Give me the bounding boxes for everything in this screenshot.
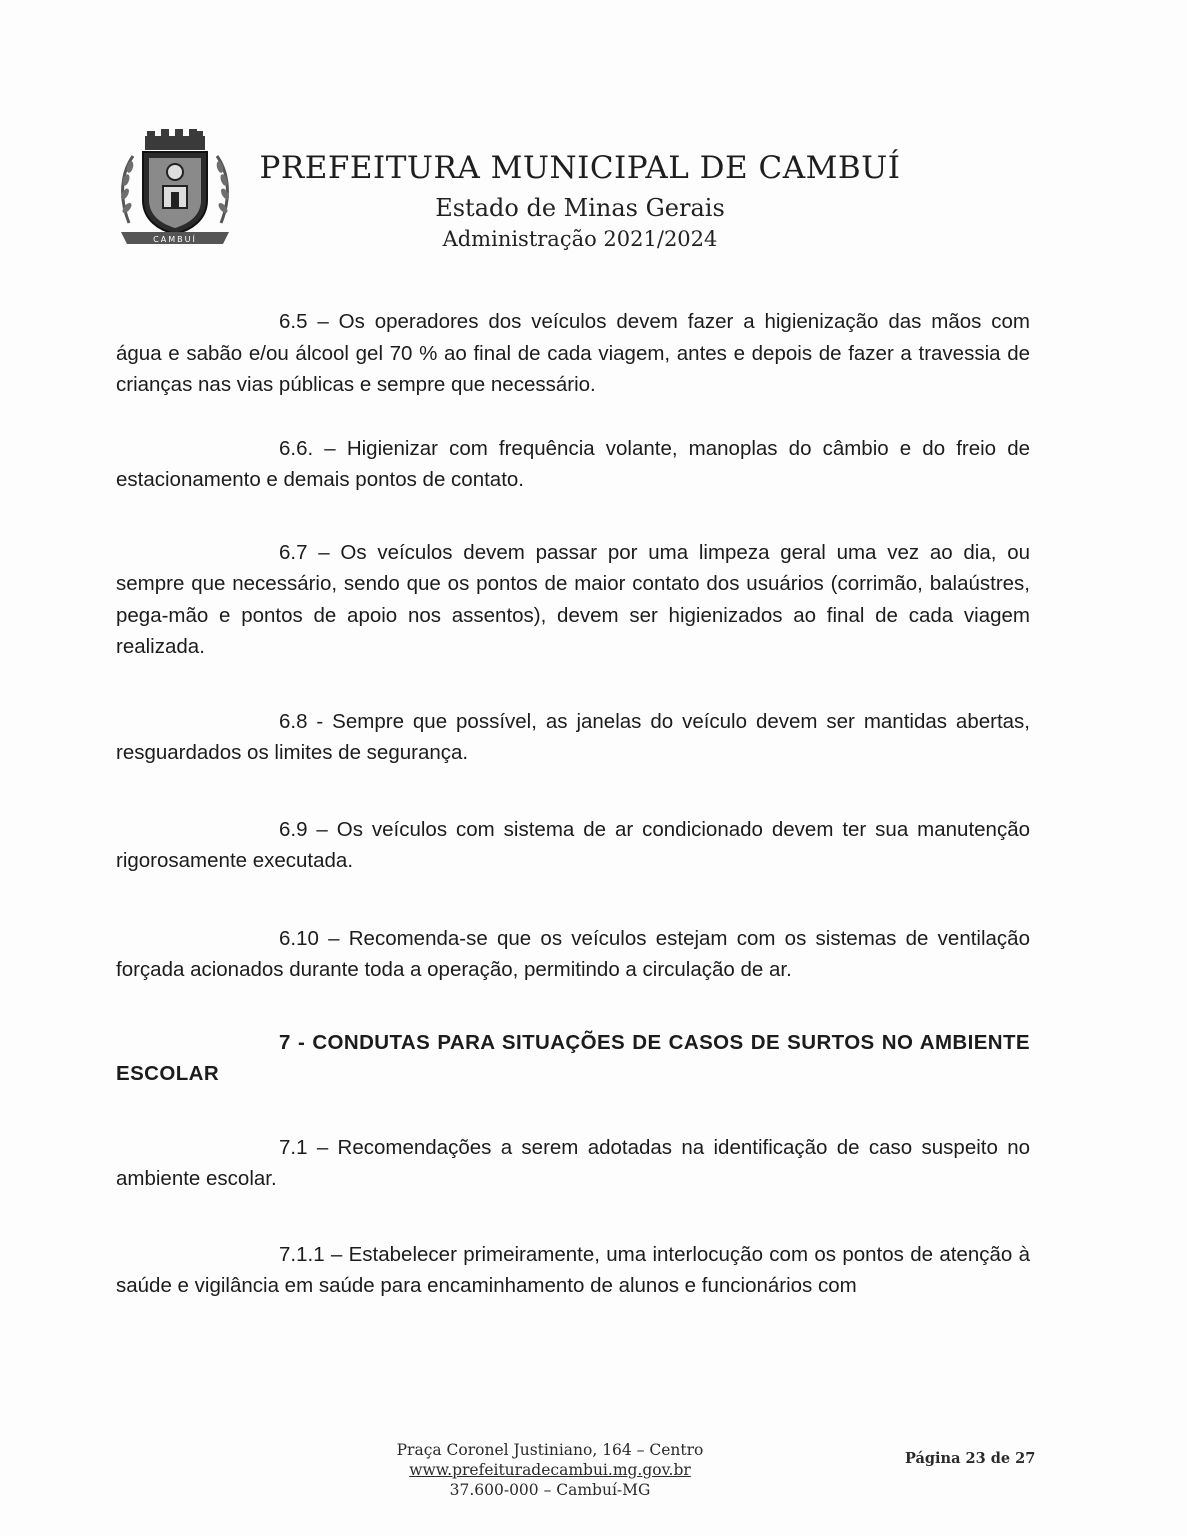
letterhead bbox=[110, 128, 1010, 268]
section-heading: 7 - CONDUTAS PARA SITUAÇÕES DE CASOS DE SURTOS NO AMBIENTE ESCOLAR bbox=[116, 1030, 1030, 1085]
svg-text:CAMBUÍ: CAMBUÍ bbox=[153, 235, 197, 244]
document-body bbox=[116, 300, 1030, 1302]
municipal-crest-icon bbox=[115, 128, 235, 248]
page-number: Página 23 de 27 bbox=[905, 1450, 1036, 1467]
footer-website-link[interactable]: www.prefeituradecambui.mg.gov.br bbox=[409, 1461, 691, 1479]
footer-city: 37.600-000 – Cambuí-MG bbox=[449, 1481, 651, 1499]
administration-period: Administração 2021/2024 bbox=[442, 227, 718, 251]
paragraph-6-9: 6.9 – Os veículos com sistema de ar condicionado devem ter sua manutenção rigorosamente executada. bbox=[116, 817, 1030, 872]
footer-address-block bbox=[340, 1440, 760, 1500]
paragraph-7-1: 7.1 – Recomendações a serem adotadas na identificação de caso suspeito no ambiente escolar. bbox=[116, 1135, 1030, 1190]
paragraph-6-8: 6.8 - Sempre que possível, as janelas do veículo devem ser mantidas abertas, resguardados os limites de segurança. bbox=[116, 709, 1030, 764]
paragraph-7-1-1: 7.1.1 – Estabelecer primeiramente, uma interlocução com os pontos de atenção à saúde e vigilância em saúde para encaminhamento de alunos e funcionários com bbox=[116, 1242, 1030, 1297]
footer-address: Praça Coronel Justiniano, 164 – Centro bbox=[396, 1441, 704, 1459]
paragraph-6-5: 6.5 – Os operadores dos veículos devem fazer a higienização das mãos com água e sabão e/ou álcool gel 70 % ao final de cada viagem, antes e depois de fazer a travessia de crianças nas vias públicas e sempre que necessário. bbox=[116, 310, 1030, 396]
paragraph-6-7: 6.7 – Os veículos devem passar por uma limpeza geral uma vez ao dia, ou sempre que necessário, sendo que os pontos de maior contato dos usuários (corrimão, balaústres, pega-mão e pontos de apoio nos assentos), devem ser higienizados ao final de cada viagem realizada. bbox=[116, 540, 1030, 658]
letterhead-text bbox=[250, 148, 910, 254]
organization-state: Estado de Minas Gerais bbox=[435, 194, 725, 222]
page-footer bbox=[0, 1440, 1187, 1510]
paragraph-6-6: 6.6. – Higienizar com frequência volante, manoplas do câmbio e do freio de estacionamento e demais pontos de contato. bbox=[116, 436, 1030, 491]
paragraph-6-10: 6.10 – Recomenda-se que os veículos estejam com os sistemas de ventilação forçada acionados durante toda a operação, permitindo a circulação de ar. bbox=[116, 926, 1030, 981]
organization-title: PREFEITURA MUNICIPAL DE CAMBUÍ bbox=[259, 150, 901, 186]
